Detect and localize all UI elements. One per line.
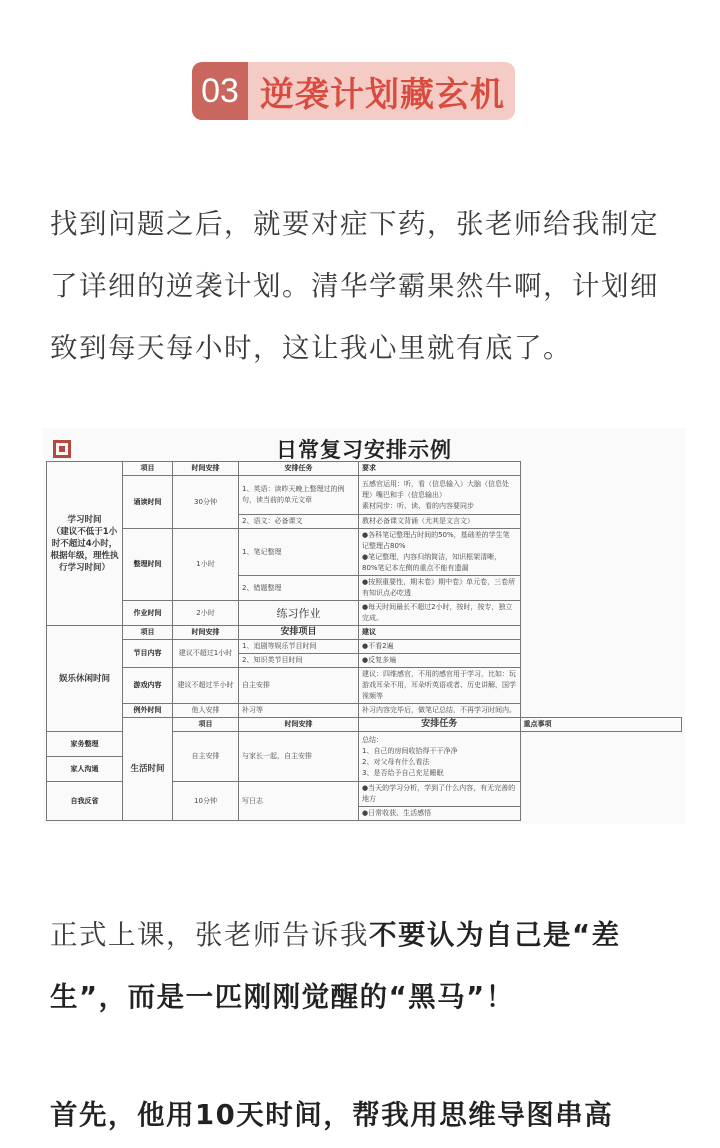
table-header: 安排任务	[239, 462, 359, 476]
table-header: 时间安排	[173, 462, 239, 476]
table-header: 建议	[359, 626, 521, 640]
table-cell: 自主安排	[173, 732, 239, 782]
table-row	[47, 529, 682, 576]
table-row	[47, 704, 682, 718]
section-badge	[192, 62, 515, 120]
table-cell: 建议不超过半小时	[173, 668, 239, 704]
table-cell: 1小时	[173, 529, 239, 601]
table-cell: 家人沟通	[47, 757, 123, 782]
table-cell: 他人安排	[173, 704, 239, 718]
table-row	[47, 476, 682, 515]
table-cell: ●每天时间最长不超过2小时，按时，按专，独立完成。	[359, 601, 521, 626]
table-header: 安排任务	[359, 718, 521, 732]
table-cell: 五感官运用：听，看（信息输入）大脑（信息处理）嘴巴和手（信息输出） 素材同步：听、读、看的内容要同步	[359, 476, 521, 515]
table-cell: 自我反省	[47, 782, 123, 821]
section-study-label: 学习时间 （建议不低于1小时不超过4小时，根据年级，理性执行学习时间）	[47, 462, 123, 626]
table-header: 安排项目	[239, 626, 359, 640]
table-cell: 节目内容	[123, 640, 173, 668]
table-cell: 教材必备课文背诵（尤其是文言文）	[359, 515, 521, 529]
table-cell: 建议：四维感官，不用的感官用于学习，比如：玩游戏耳朵不用，耳朵听英语或者、历史讲解，国学视频等	[359, 668, 521, 704]
table-cell: 练习作业	[239, 601, 359, 626]
table-cell: ●按照重要性，期末卷》期中卷》单元卷，三卷所有知识点必吃透	[359, 576, 521, 601]
paragraph-text: 正式上课，张老师告诉我	[50, 919, 369, 951]
table-row	[47, 601, 682, 626]
table-row	[47, 668, 682, 704]
schedule-figure	[43, 428, 685, 824]
table-cell: 总结： 1、自己的房间收拾得干干净净 2、对父母有什么看法 3、是否给予自己充足睡眠	[359, 732, 521, 782]
table-header: 时间安排	[239, 718, 359, 732]
table-row	[47, 462, 682, 476]
table-header: 项目	[173, 718, 239, 732]
table-cell: 补习等	[239, 704, 359, 718]
table-cell: 写日志	[239, 782, 359, 821]
paragraph-mind-map	[50, 1084, 674, 1146]
table-header: 要求	[359, 462, 521, 476]
table-cell: 建议不超过1小时	[173, 640, 239, 668]
paragraph-bold-text: 首先，他用10天时间，帮我用思维导图串高	[50, 1099, 614, 1131]
section-leisure-label: 娱乐休闲时间	[47, 626, 123, 732]
section-title: 逆袭计划藏玄机	[248, 62, 515, 120]
table-cell: 2、语文：必备课文	[239, 515, 359, 529]
table-cell: 2、错题整理	[239, 576, 359, 601]
figure-title: 日常复习安排示例	[276, 438, 452, 462]
table-cell: 2小时	[173, 601, 239, 626]
table-cell: ●日常收获、生活感悟	[359, 807, 521, 821]
paragraph-plan-intro: 找到问题之后，就要对症下药，张老师给我制定了详细的逆袭计划。清华学霸果然牛啊，计划细致到每天每小时，这让我心里就有底了。	[50, 208, 659, 364]
table-cell: 例外时间	[123, 704, 173, 718]
table-cell: ●不看2遍	[359, 640, 521, 654]
section-number: 03	[192, 62, 248, 120]
table-cell: 1、笔记整理	[239, 529, 359, 576]
table-cell: ●当天的学习分析，学到了什么内容，有无完善的地方	[359, 782, 521, 807]
table-cell: ●反复多遍	[359, 654, 521, 668]
table-row	[47, 640, 682, 654]
table-cell: 整理时间	[123, 529, 173, 601]
table-cell: 作业时间	[123, 601, 173, 626]
table-cell: 30分钟	[173, 476, 239, 529]
table-cell: 与家长一起，自主安排	[239, 732, 359, 782]
table-row	[47, 718, 682, 732]
table-cell: 自主安排	[239, 668, 359, 704]
table-header: 重点事项	[520, 718, 682, 732]
section-life-label: 生活时间	[123, 718, 173, 821]
table-row	[47, 626, 682, 640]
table-cell: 家务整理	[47, 732, 123, 757]
paragraph-bold-text: 不要认为自己是“差生”，而是一匹刚刚觉醒的“黑马”！	[50, 919, 621, 1013]
table-cell: ●各科笔记整理占时间的50%，基础差的学生笔记整理占80% ●笔记整理，内容归纳简洁，知识框架清晰，80%笔记本左侧的重点不能有遗漏	[359, 529, 521, 576]
table-cell: 10分钟	[173, 782, 239, 821]
schedule-table	[46, 461, 682, 821]
table-header: 项目	[123, 626, 173, 640]
table-cell: 1、追剧等娱乐节目时间	[239, 640, 359, 654]
table-cell: 1、英语：读昨天晚上整理过的例句，读当前的单元文章	[239, 476, 359, 515]
table-cell: 补习内容完毕后，做笔记总结，不再学习时间内。	[359, 704, 521, 718]
table-header: 时间安排	[173, 626, 239, 640]
paragraph-dark-horse	[50, 904, 674, 1028]
table-cell: 游戏内容	[123, 668, 173, 704]
table-header: 项目	[123, 462, 173, 476]
table-cell: 诵读时间	[123, 476, 173, 529]
table-cell: 2、知识类节目时间	[239, 654, 359, 668]
